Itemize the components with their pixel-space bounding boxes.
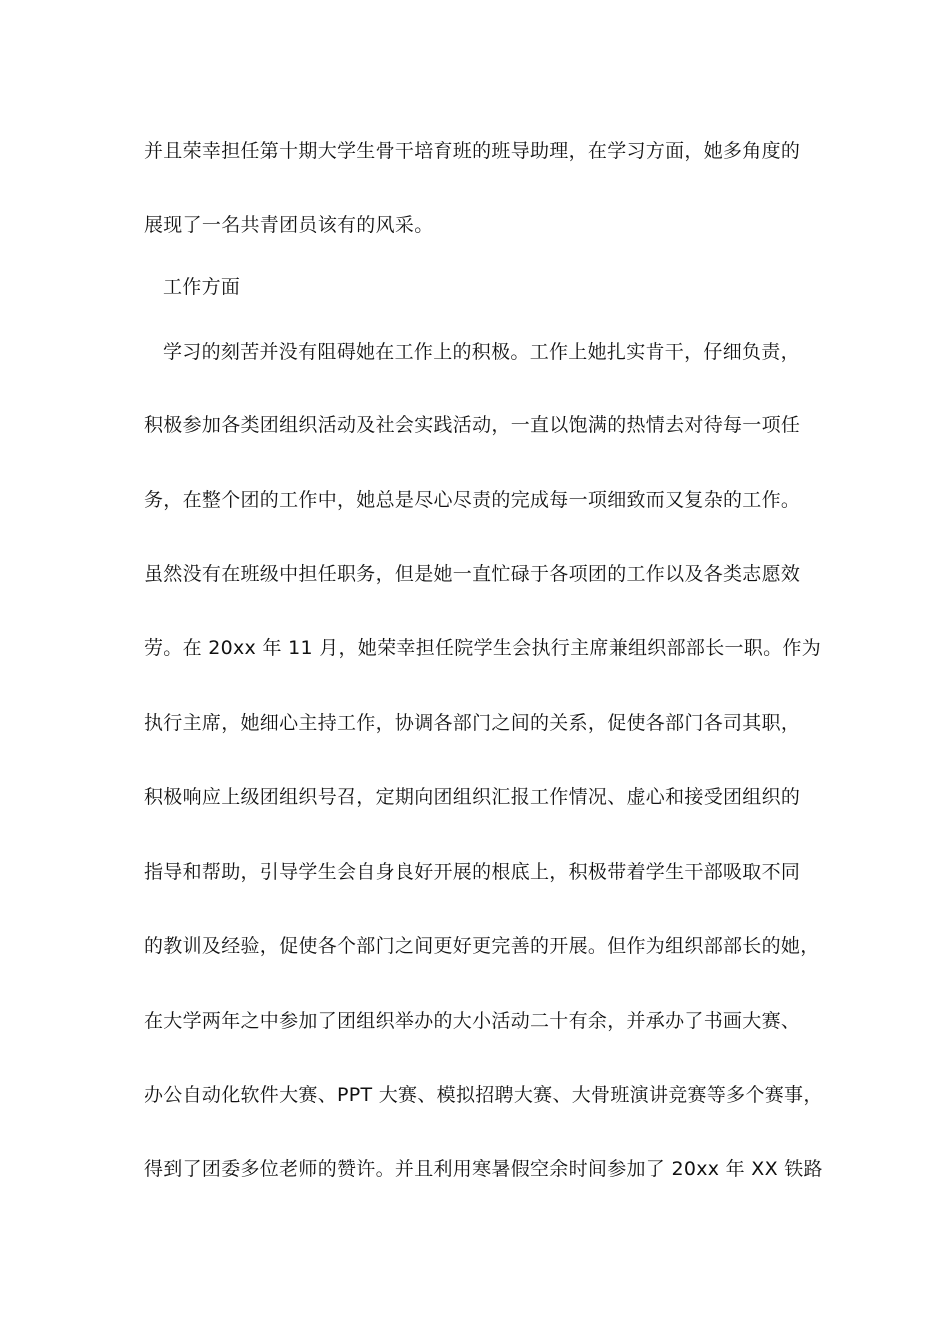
text-line: 办公自动化软件大赛、PPT 大赛、模拟招聘大赛、大骨班演讲竞赛等多个赛事， bbox=[144, 1084, 823, 1106]
text-line: 指导和帮助，引导学生会自身良好开展的根底上，积极带着学生干部吸取不同 bbox=[144, 861, 801, 883]
text-line: 执行主席，她细心主持工作，协调各部门之间的关系，促使各部门各司其职， bbox=[144, 712, 801, 734]
text-line: 劳。在 20xx 年 11 月，她荣幸担任院学生会执行主席兼组织部部长一职。作为 bbox=[144, 637, 822, 659]
text-line: 学习的刻苦并没有阻碍她在工作上的积极。工作上她扎实肯干，仔细负责， bbox=[163, 341, 800, 363]
text-line: 展现了一名共青团员该有的风采。 bbox=[144, 214, 434, 236]
text-line: 并且荣幸担任第十期大学生骨干培育班的班导助理，在学习方面，她多角度的 bbox=[144, 140, 801, 162]
text-line: 在大学两年之中参加了团组织举办的大小活动二十有余，并承办了书画大赛、 bbox=[144, 1010, 801, 1032]
text-line: 得到了团委多位老师的赞许。并且利用寒暑假空余时间参加了 20xx 年 XX 铁路 bbox=[144, 1158, 823, 1180]
text-line: 务，在整个团的工作中，她总是尽心尽责的完成每一项细致而又复杂的工作。 bbox=[144, 489, 801, 511]
text-line: 积极参加各类团组织活动及社会实践活动，一直以饱满的热情去对待每一项任 bbox=[144, 414, 801, 436]
text-line: 虽然没有在班级中担任职务，但是她一直忙碌于各项团的工作以及各类志愿效 bbox=[144, 563, 801, 585]
section-heading: 工作方面 bbox=[163, 276, 241, 298]
text-line: 积极响应上级团组织号召，定期向团组织汇报工作情况、虚心和接受团组织的 bbox=[144, 786, 801, 808]
text-line: 的教训及经验，促使各个部门之间更好更完善的开展。但作为组织部部长的她， bbox=[144, 935, 820, 957]
